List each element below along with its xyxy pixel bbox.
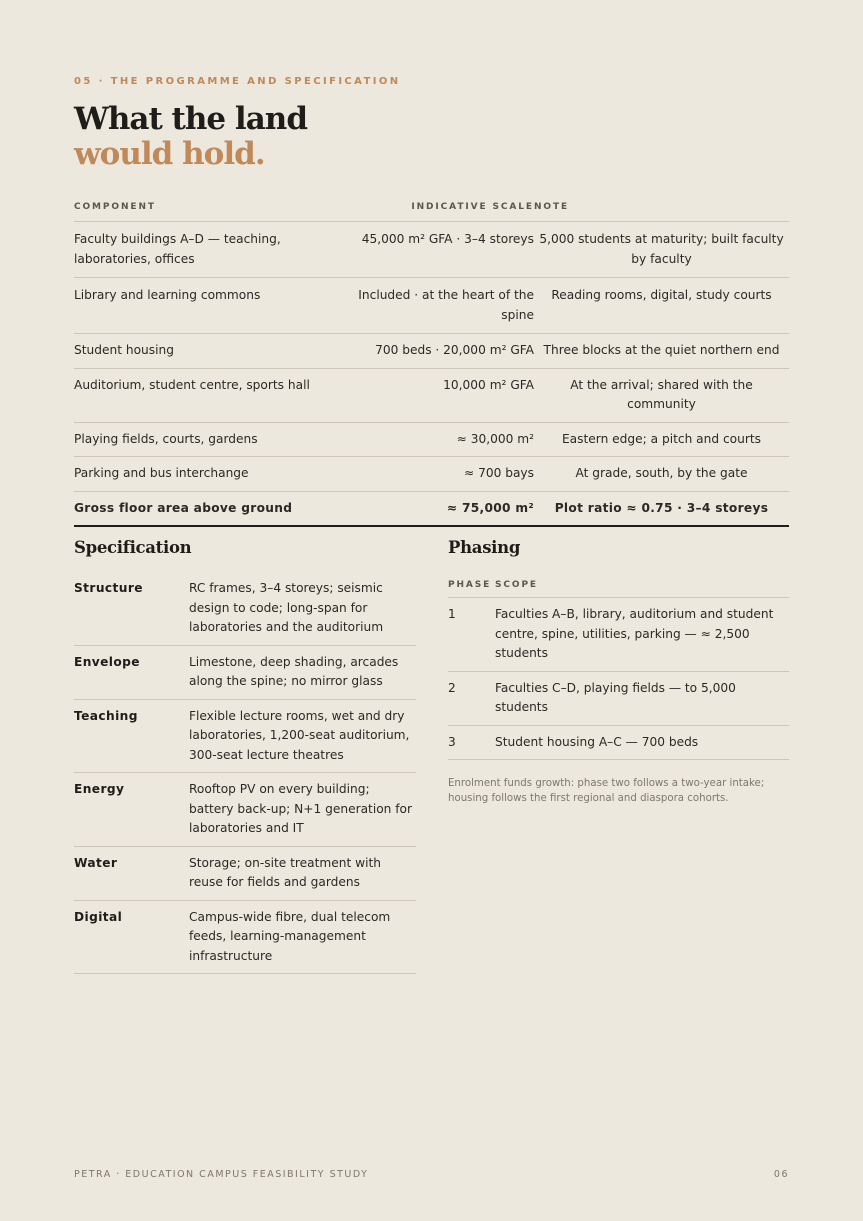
table-row: [74, 457, 789, 492]
cell-component: Gross floor area above ground: [74, 500, 293, 515]
phase-scope: Faculties A–B, library, auditorium and student centre, spine, utilities, parking — ≈ 2,500 students: [495, 607, 774, 660]
table-total-row: [74, 492, 789, 528]
programme-table-header: [74, 192, 789, 222]
programme-table: [74, 192, 789, 527]
table-row: [74, 222, 789, 278]
spec-value: Storage; on-site treatment with reuse for fields and gardens: [189, 855, 382, 889]
specification-section: [74, 538, 416, 974]
section-eyebrow: 05 · THE PROGRAMME AND SPECIFICATION: [74, 76, 401, 87]
phase-number: 3: [448, 734, 456, 749]
column-header-scale: INDICATIVE SCALE: [411, 201, 534, 212]
phase-row: [448, 598, 789, 672]
phasing-section: [448, 538, 789, 806]
cell-note: 5,000 students at maturity; built faculty by faculty: [539, 232, 784, 266]
page: [74, 0, 789, 1221]
spec-value: Rooftop PV on every building; battery back-up; N+1 generation for laboratories and IT: [189, 782, 413, 835]
column-header-scope: SCOPE: [495, 579, 538, 590]
table-row: [74, 278, 789, 334]
cell-scale: ≈ 700 bays: [464, 466, 534, 480]
cell-note: Plot ratio ≈ 0.75 · 3–4 storeys: [554, 500, 769, 515]
phasing-table-header: [448, 572, 789, 598]
cell-scale: Included · at the heart of the spine: [358, 288, 534, 322]
table-row: [74, 423, 789, 458]
phase-scope: Student housing A–C — 700 beds: [495, 734, 699, 749]
cell-component: Student housing: [74, 343, 174, 357]
phase-row: [448, 726, 789, 761]
spec-value: RC frames, 3–4 storeys; seismic design to code; long-span for laboratories and the auditorium: [189, 581, 384, 634]
phase-scope: Faculties C–D, playing fields — to 5,000 students: [495, 680, 736, 714]
cell-component: Playing fields, courts, gardens: [74, 431, 258, 446]
table-row: [74, 369, 789, 423]
cell-note: Reading rooms, digital, study courts: [551, 288, 772, 302]
page-title-line-2: would hold.: [74, 136, 265, 172]
cell-component: Faculty buildings A–D — teaching, laboratories, offices: [74, 232, 281, 266]
column-header-note: NOTE: [534, 201, 570, 212]
phasing-note: Enrolment funds growth: phase two follows a two-year intake; housing follows the first regional and diaspora cohorts.: [448, 778, 765, 804]
column-header-phase: PHASE: [448, 579, 492, 590]
phase-row: [448, 672, 789, 726]
cell-scale: 700 beds · 20,000 m² GFA: [375, 343, 534, 357]
spec-key: Water: [74, 855, 118, 870]
phase-number: 1: [448, 607, 456, 621]
spec-row: [74, 572, 416, 646]
cell-component: Parking and bus interchange: [74, 466, 249, 480]
spec-row: [74, 700, 416, 774]
cell-scale: 10,000 m² GFA: [443, 377, 534, 392]
cell-note: At grade, south, by the gate: [575, 466, 748, 480]
spec-key: Envelope: [74, 654, 140, 669]
cell-scale: ≈ 75,000 m²: [446, 500, 534, 515]
spec-value: Campus-wide fibre, dual telecom feeds, learning-management infrastructure: [189, 909, 391, 963]
cell-note: At the arrival; shared with the community: [570, 377, 753, 411]
cell-scale: 45,000 m² GFA · 3–4 storeys: [361, 232, 534, 246]
spec-key: Energy: [74, 782, 125, 796]
table-row: [74, 334, 789, 369]
page-number: 06: [773, 1169, 789, 1180]
cell-note: Three blocks at the quiet northern end: [543, 343, 780, 357]
cell-note: Eastern edge; a pitch and courts: [561, 431, 761, 446]
cell-component: Library and learning commons: [74, 288, 261, 302]
spec-row: [74, 773, 416, 847]
column-header-component: COMPONENT: [74, 201, 156, 212]
specification-title: Specification: [74, 538, 192, 557]
phasing-title: Phasing: [448, 538, 521, 557]
spec-row: [74, 646, 416, 700]
phase-number: 2: [448, 680, 456, 695]
spec-value: Flexible lecture rooms, wet and dry laboratories, 1,200-seat auditorium, 300-seat lecture theatres: [189, 708, 410, 762]
spec-key: Teaching: [74, 708, 138, 723]
spec-row: [74, 901, 416, 975]
cell-component: Auditorium, student centre, sports hall: [74, 377, 310, 392]
page-title: [74, 102, 307, 172]
spec-value: Limestone, deep shading, arcades along the spine; no mirror glass: [189, 654, 399, 688]
page-title-line-1: What the land: [74, 101, 308, 137]
spec-row: [74, 847, 416, 901]
spec-key: Digital: [74, 909, 123, 924]
spec-key: Structure: [74, 581, 143, 595]
footer-document-title: PETRA · EDUCATION CAMPUS FEASIBILITY STUDY: [74, 1169, 369, 1180]
cell-scale: ≈ 30,000 m²: [456, 431, 534, 446]
